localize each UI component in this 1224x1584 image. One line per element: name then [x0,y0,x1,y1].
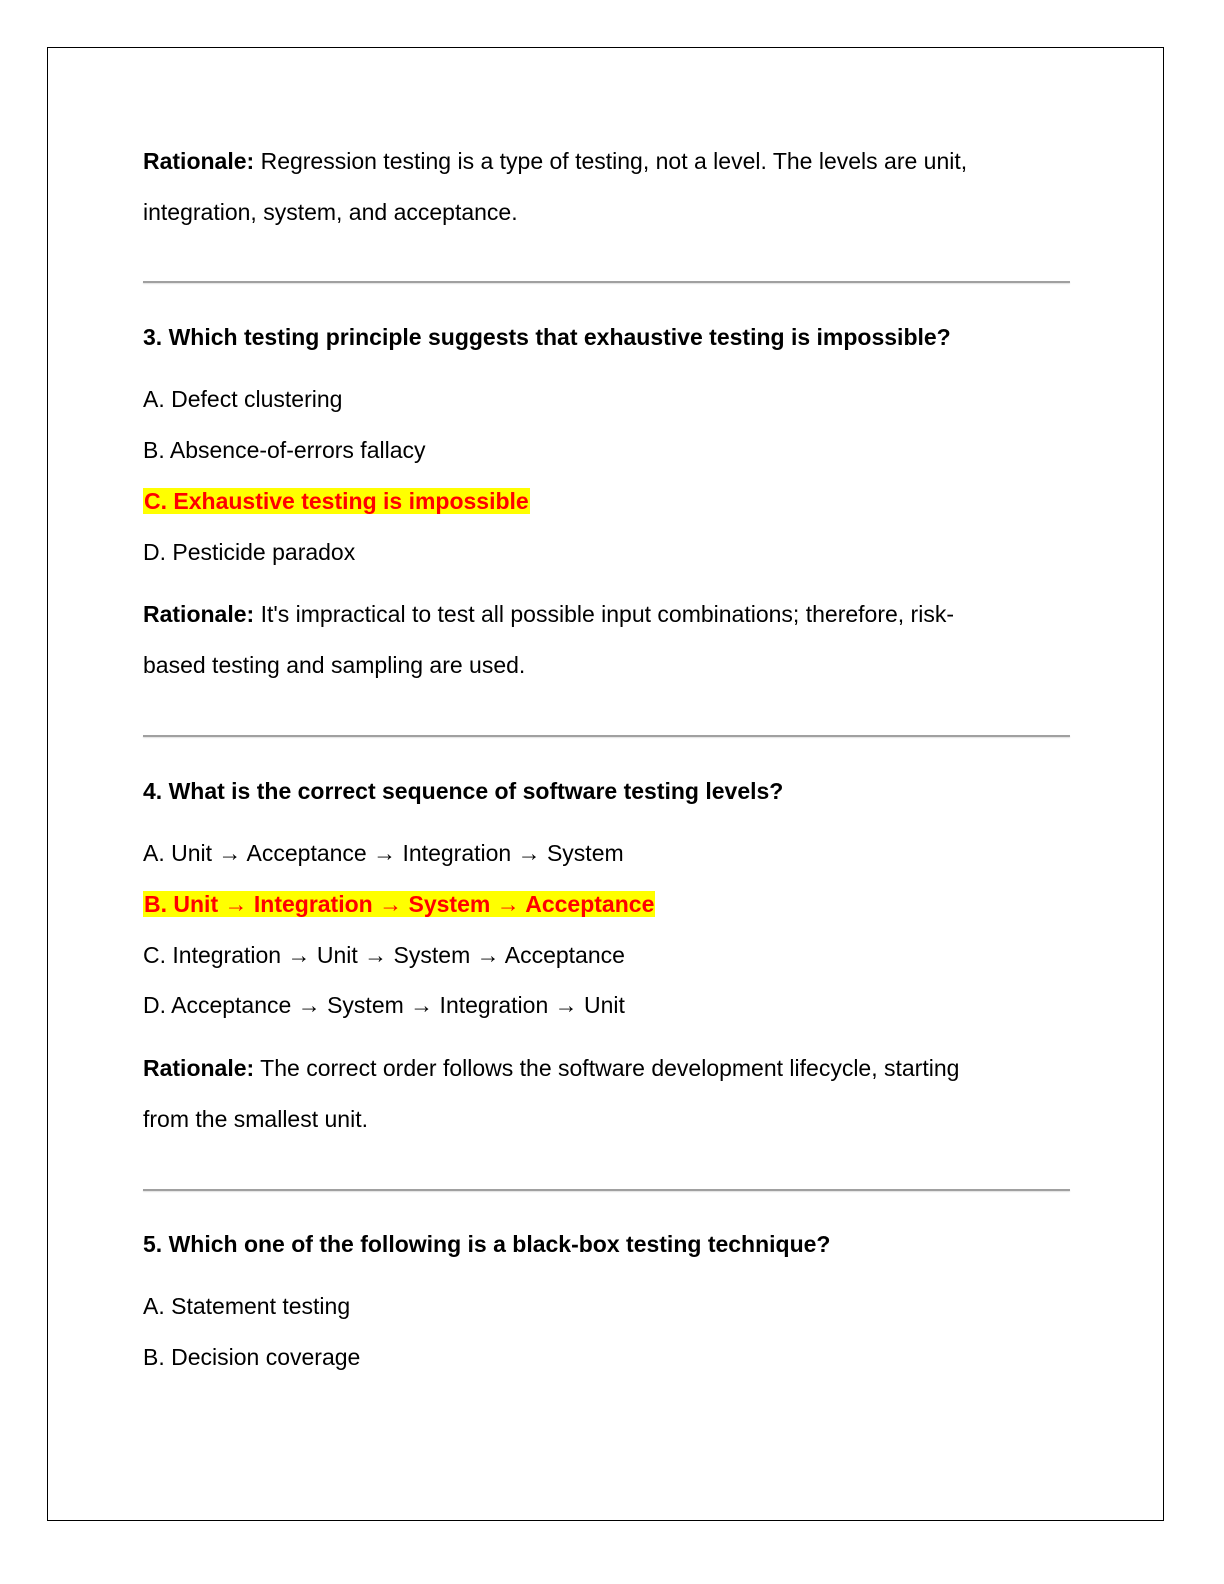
q4-option-d: D. Acceptance → System → Integration → Unit [143,992,625,1018]
rationale-q3-line2: based testing and sampling are used. [143,652,526,678]
correct-answer-highlight: B. Unit → Integration → System → Acceptance [144,891,655,917]
q4-option-c: C. Integration → Unit → System → Acceptance [143,942,625,968]
question-5: 5. Which one of the following is a black-box testing technique? [143,1231,831,1257]
rationale-text: It's impractical to test all possible input combinations; therefore, risk- [260,601,954,627]
rationale-label: Rationale: [143,1055,255,1081]
rationale-text: The correct order follows the software development lifecycle, starting [260,1055,960,1081]
correct-answer-highlight: C. Exhaustive testing is impossible [144,488,529,514]
q4-option-a: A. Unit → Acceptance → Integration → System [143,840,624,866]
q5-option-a: A. Statement testing [143,1293,351,1319]
rationale-text: Regression testing is a type of testing, not a level. The levels are unit, [260,148,968,174]
question-4: 4. What is the correct sequence of software testing levels? [143,778,784,804]
question-3: 3. Which testing principle suggests that exhaustive testing is impossible? [143,324,951,350]
q4-option-b-correct [143,889,655,919]
q3-option-d: D. Pesticide paradox [143,539,356,565]
rationale-q2-line2: integration, system, and acceptance. [143,199,518,225]
rationale-label: Rationale: [143,601,255,627]
section-divider [143,281,1070,283]
rationale-q2-line1 [143,146,967,176]
rationale-q4-line1 [143,1053,959,1083]
q3-option-a: A. Defect clustering [143,386,343,412]
section-divider [143,735,1070,737]
section-divider [143,1189,1070,1191]
q5-option-b: B. Decision coverage [143,1344,361,1370]
q3-option-c-correct [143,486,530,516]
rationale-q3-line1 [143,599,954,629]
rationale-q4-line2: from the smallest unit. [143,1106,368,1132]
rationale-label: Rationale: [143,148,255,174]
q3-option-b: B. Absence-of-errors fallacy [143,437,426,463]
